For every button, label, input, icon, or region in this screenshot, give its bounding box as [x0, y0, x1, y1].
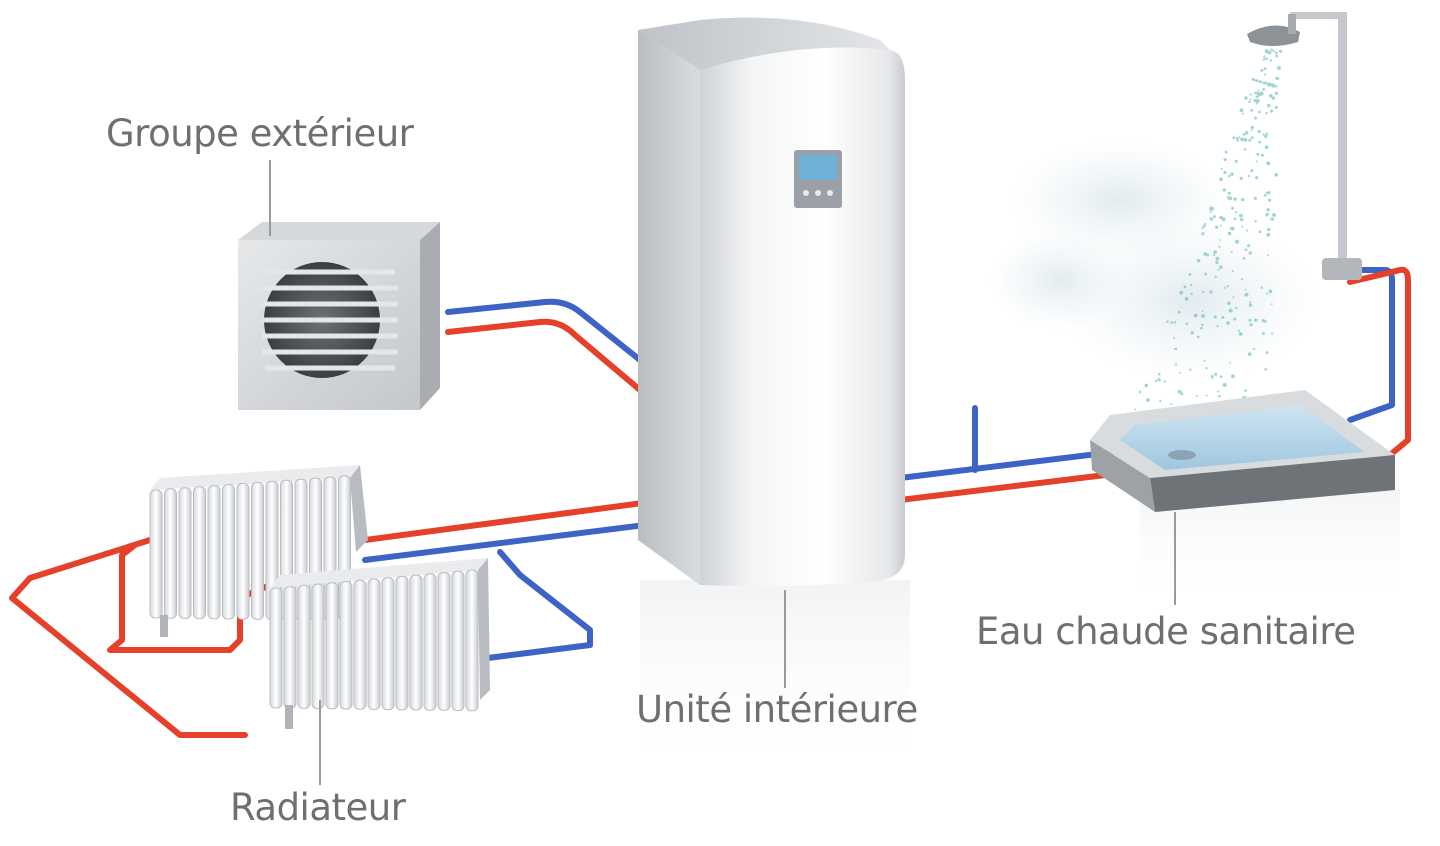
water-droplet: [1255, 176, 1258, 179]
water-droplet: [1256, 92, 1259, 95]
water-droplet: [1261, 69, 1264, 72]
water-droplet: [1261, 287, 1263, 289]
water-droplet: [1257, 80, 1259, 82]
radiator-supply-hot-pipe: [365, 500, 665, 540]
water-droplet: [1215, 261, 1218, 264]
water-droplet: [1170, 321, 1173, 324]
water-droplet: [1214, 373, 1217, 376]
water-droplet: [1223, 171, 1226, 174]
water-droplet: [1210, 217, 1214, 221]
water-droplet: [1226, 321, 1230, 325]
water-droplet: [1189, 273, 1192, 276]
water-droplet: [1266, 215, 1268, 217]
water-droplet: [1218, 395, 1221, 398]
water-droplet: [1265, 133, 1267, 135]
water-droplet: [1201, 314, 1205, 318]
water-droplet: [1218, 246, 1220, 248]
radiator-front: [270, 558, 490, 729]
water-droplet: [1213, 254, 1215, 256]
indoor-unit-side: [638, 30, 700, 585]
water-droplet: [1250, 98, 1252, 100]
water-droplet: [1249, 251, 1252, 254]
water-droplet: [1262, 134, 1264, 136]
water-droplet: [1259, 141, 1261, 143]
water-droplet: [1235, 211, 1237, 213]
water-droplet: [1197, 336, 1200, 339]
water-droplet: [1216, 257, 1220, 261]
radiator-fin: [466, 570, 478, 711]
water-droplet: [1248, 101, 1251, 104]
water-droplet: [1233, 296, 1235, 298]
water-droplet: [1249, 323, 1252, 326]
water-droplet: [1178, 390, 1182, 394]
radiator-fin: [424, 574, 436, 710]
water-droplet: [1144, 384, 1148, 388]
water-droplet: [1264, 67, 1267, 70]
water-droplet: [1205, 367, 1207, 369]
water-droplet: [1209, 207, 1213, 211]
outdoor-unit-top: [238, 222, 440, 240]
radiator-fin: [354, 580, 366, 709]
water-droplet: [1267, 254, 1269, 256]
radiator-fin: [208, 486, 220, 619]
water-droplet: [1262, 332, 1265, 335]
radiator-fin: [179, 488, 191, 619]
water-droplet: [1240, 177, 1243, 180]
water-droplet: [1231, 374, 1235, 378]
water-droplet: [1189, 369, 1191, 371]
water-droplet: [1228, 175, 1231, 178]
shower-column: [1338, 12, 1347, 277]
water-droplet: [1227, 285, 1229, 287]
label-indoor-unit: Unité intérieure: [636, 688, 918, 731]
fan-grille: [262, 272, 398, 368]
water-droplet: [1249, 303, 1252, 306]
water-droplet: [1202, 227, 1204, 229]
water-droplet: [1250, 109, 1253, 112]
water-droplet: [1191, 331, 1194, 334]
radiator-fin: [340, 582, 352, 709]
water-droplet: [1166, 320, 1169, 323]
water-droplet: [1256, 95, 1259, 98]
water-droplet: [1185, 297, 1189, 301]
radiator-fin: [298, 585, 310, 708]
mixer-cold-pipe: [1330, 270, 1392, 420]
water-droplet: [1243, 133, 1246, 136]
water-droplet: [1197, 259, 1200, 262]
water-droplet: [1271, 303, 1273, 305]
water-droplet: [1244, 389, 1247, 392]
water-droplet: [1175, 348, 1178, 351]
control-button-2: [815, 190, 821, 196]
water-droplet: [1209, 290, 1212, 293]
water-droplet: [1229, 362, 1231, 364]
water-droplet: [1213, 250, 1217, 254]
water-droplet: [1243, 257, 1246, 260]
water-droplet: [1268, 51, 1271, 54]
water-droplet: [1245, 248, 1248, 251]
water-droplet: [1178, 311, 1181, 314]
water-droplet: [1268, 199, 1271, 202]
water-droplet: [1214, 315, 1217, 318]
water-droplet: [1201, 310, 1203, 312]
water-droplet: [1244, 96, 1247, 99]
water-droplet: [1225, 151, 1228, 154]
water-droplet: [1202, 291, 1204, 293]
radiator-fin: [382, 578, 394, 710]
label-outdoor-unit: Groupe extérieur: [106, 112, 414, 155]
water-droplet: [1224, 287, 1226, 289]
water-droplet: [1253, 99, 1256, 102]
water-droplet: [1175, 364, 1177, 366]
radiator-fin: [194, 487, 206, 619]
control-screen: [799, 155, 837, 180]
water-droplet: [1238, 136, 1240, 138]
water-droplet: [1256, 161, 1258, 163]
water-droplet: [1246, 131, 1249, 134]
water-droplet: [1275, 92, 1278, 95]
water-droplet: [1203, 360, 1205, 362]
water-droplet: [1258, 90, 1260, 92]
radiator-fin: [368, 579, 380, 709]
water-droplet: [1214, 276, 1216, 278]
water-droplet: [1265, 112, 1267, 114]
water-droplet: [1206, 394, 1208, 396]
water-droplet: [1251, 126, 1254, 129]
water-droplet: [1253, 79, 1255, 81]
water-droplet: [1266, 351, 1269, 354]
radiator-fin: [396, 576, 408, 709]
water-droplet: [1241, 225, 1243, 227]
water-droplet: [1232, 270, 1234, 272]
control-button-1: [803, 190, 809, 196]
radiator-fin: [270, 588, 282, 708]
water-droplet: [1238, 330, 1240, 332]
water-droplet: [1251, 129, 1253, 131]
water-droplet: [1221, 316, 1224, 319]
radiator-fin: [326, 583, 338, 709]
water-droplet: [1164, 380, 1166, 382]
label-radiator: Radiateur: [230, 786, 406, 829]
water-droplet: [1231, 227, 1234, 230]
water-droplet: [1248, 175, 1250, 177]
radiator-fin: [284, 587, 296, 708]
water-droplet: [1184, 285, 1187, 288]
water-droplet: [1170, 403, 1172, 405]
water-droplet: [1267, 228, 1270, 231]
water-droplet: [1275, 106, 1278, 109]
water-droplet: [1190, 284, 1192, 286]
water-droplet: [1235, 307, 1237, 309]
water-droplet: [1223, 188, 1226, 191]
water-droplet: [1204, 273, 1207, 276]
water-droplet: [1266, 233, 1270, 237]
water-droplet: [1220, 375, 1223, 378]
water-droplet: [1248, 139, 1251, 142]
indoor-unit-reflection: [640, 580, 910, 780]
drain-icon: [1168, 450, 1196, 460]
water-droplet: [1231, 207, 1234, 210]
water-droplet: [1267, 104, 1270, 107]
water-droplet: [1233, 218, 1236, 221]
water-droplet: [1276, 55, 1278, 57]
water-droplet: [1245, 293, 1249, 297]
water-droplet: [1220, 225, 1222, 227]
water-droplet: [1277, 66, 1281, 70]
water-droplet: [1179, 372, 1181, 374]
label-hot-water: Eau chaude sanitaire: [976, 610, 1356, 653]
radiator-fin: [252, 482, 264, 619]
radiator-fin: [312, 584, 324, 708]
water-droplet: [1264, 194, 1267, 197]
water-droplet: [1263, 55, 1265, 57]
water-droplet: [1201, 232, 1204, 235]
water-droplet: [1229, 197, 1233, 201]
water-droplet: [1265, 49, 1269, 53]
water-droplet: [1261, 81, 1263, 83]
water-droplet: [1233, 318, 1236, 321]
water-droplet: [1155, 380, 1157, 382]
water-droplet: [1267, 83, 1271, 87]
water-droplet: [1262, 88, 1265, 91]
water-droplet: [1250, 93, 1252, 95]
radiator-fin: [237, 484, 249, 620]
water-droplet: [1266, 293, 1268, 295]
water-droplet: [1236, 138, 1239, 141]
water-droplet: [1235, 240, 1239, 244]
water-droplet: [1264, 135, 1267, 138]
outdoor-unit-pipes: [448, 302, 640, 390]
water-droplet: [1146, 398, 1150, 402]
water-droplet: [1270, 59, 1272, 61]
water-droplet: [1218, 269, 1220, 271]
water-droplet: [1174, 321, 1177, 324]
radiator-fin: [150, 490, 162, 618]
water-droplet: [1219, 178, 1223, 182]
water-droplet: [1247, 244, 1250, 247]
water-droplet: [1249, 319, 1252, 322]
water-droplet: [1228, 192, 1231, 195]
water-droplet: [1269, 94, 1273, 98]
water-droplet: [1138, 391, 1141, 394]
mixer-hot-pipe: [1350, 270, 1408, 455]
water-droplet: [1254, 197, 1257, 200]
water-droplet: [1216, 325, 1218, 327]
water-droplet: [1242, 113, 1244, 115]
water-droplet: [1275, 52, 1278, 55]
water-droplet: [1186, 322, 1189, 325]
water-droplet: [1255, 102, 1257, 104]
water-droplet: [1200, 327, 1203, 330]
water-droplet: [1279, 50, 1282, 53]
radiator-fin: [165, 489, 177, 618]
water-droplet: [1219, 265, 1222, 268]
water-droplet: [1173, 337, 1175, 339]
water-droplet: [1270, 49, 1273, 52]
water-droplet: [1244, 148, 1247, 151]
water-droplet: [1239, 214, 1243, 218]
radiator-fin: [452, 571, 464, 710]
water-droplet: [1274, 173, 1278, 177]
water-droplet: [1259, 230, 1262, 233]
water-droplet: [1277, 78, 1279, 80]
steam: [990, 230, 1130, 330]
water-droplet: [1264, 74, 1266, 76]
water-droplet: [1224, 158, 1227, 161]
water-droplet: [1273, 50, 1275, 52]
water-droplet: [1157, 378, 1160, 381]
radiator-fin: [438, 573, 450, 711]
water-droplet: [1227, 302, 1231, 306]
water-droplet: [1240, 218, 1243, 221]
water-droplet: [1248, 352, 1252, 356]
control-button-3: [827, 190, 833, 196]
water-droplet: [1254, 318, 1257, 321]
water-droplet: [1246, 229, 1248, 231]
water-droplet: [1257, 153, 1260, 156]
water-droplet: [1203, 252, 1207, 256]
water-droplet: [1217, 391, 1219, 393]
indoor-unit: [638, 18, 905, 587]
water-droplet: [1251, 136, 1254, 139]
water-droplet: [1267, 208, 1270, 211]
water-droplet: [1271, 332, 1273, 334]
water-droplet: [1213, 215, 1216, 218]
water-droplet: [1271, 84, 1275, 88]
water-droplet: [1229, 309, 1233, 313]
water-droplet: [1222, 217, 1226, 221]
water-droplet: [1191, 293, 1193, 295]
water-droplet: [1235, 160, 1238, 163]
water-droplet: [1158, 373, 1161, 376]
water-droplet: [1261, 154, 1264, 157]
outdoor-unit: [238, 222, 440, 410]
radiator-fin: [410, 575, 422, 710]
water-droplet: [1258, 111, 1261, 114]
water-droplet: [1241, 278, 1243, 280]
water-droplet: [1159, 400, 1161, 402]
shower: [990, 12, 1395, 512]
water-droplet: [1196, 395, 1198, 397]
outdoor-hot-pipe: [448, 322, 640, 390]
water-droplet: [1240, 137, 1244, 141]
radiator-fin: [223, 485, 235, 619]
water-droplet: [1249, 301, 1251, 303]
water-droplet: [1270, 110, 1273, 113]
water-droplet: [1240, 108, 1244, 112]
water-droplet: [1267, 191, 1270, 194]
water-droplet: [1262, 319, 1265, 322]
radiator-cold-pipe-loop: [488, 552, 590, 658]
water-droplet: [1194, 313, 1198, 317]
water-droplet: [1244, 138, 1248, 142]
water-droplet: [1134, 409, 1136, 411]
water-droplet: [1244, 289, 1246, 291]
water-droplet: [1250, 169, 1253, 172]
water-droplet: [1263, 58, 1265, 60]
water-droplet: [1254, 220, 1256, 222]
water-droplet: [1228, 232, 1232, 236]
water-droplet: [1233, 197, 1237, 201]
indoor-unit-body: [700, 48, 905, 587]
water-droplet: [1223, 383, 1227, 387]
water-droplet: [1270, 217, 1273, 220]
mixer-valve: [1322, 258, 1362, 280]
shower-arm: [1290, 12, 1346, 19]
water-droplet: [1211, 376, 1213, 378]
water-droplet: [1231, 251, 1233, 253]
water-droplet: [1272, 96, 1275, 99]
water-droplet: [1272, 213, 1276, 217]
water-droplet: [1219, 239, 1221, 241]
water-droplet: [1215, 226, 1218, 229]
radiator-return-cold-pipe: [365, 520, 685, 560]
water-droplet: [1264, 82, 1266, 84]
water-droplet: [1266, 161, 1270, 165]
water-droplet: [1232, 136, 1235, 139]
water-droplet: [1204, 223, 1206, 225]
water-droplet: [1265, 57, 1268, 60]
water-droplet: [1239, 332, 1243, 336]
water-droplet: [1241, 198, 1244, 201]
water-droplet: [1179, 291, 1183, 295]
water-droplet: [1253, 348, 1255, 350]
water-droplet: [1201, 324, 1203, 326]
water-droplet: [1210, 211, 1212, 213]
outdoor-unit-side: [420, 222, 440, 410]
water-droplet: [1269, 290, 1273, 294]
water-droplet: [1221, 168, 1223, 170]
water-droplet: [1230, 172, 1233, 175]
water-droplet: [1265, 145, 1269, 149]
water-droplet: [1258, 130, 1261, 133]
water-droplet: [1275, 85, 1277, 87]
water-droplet: [1254, 117, 1257, 120]
water-droplet: [1264, 368, 1267, 371]
